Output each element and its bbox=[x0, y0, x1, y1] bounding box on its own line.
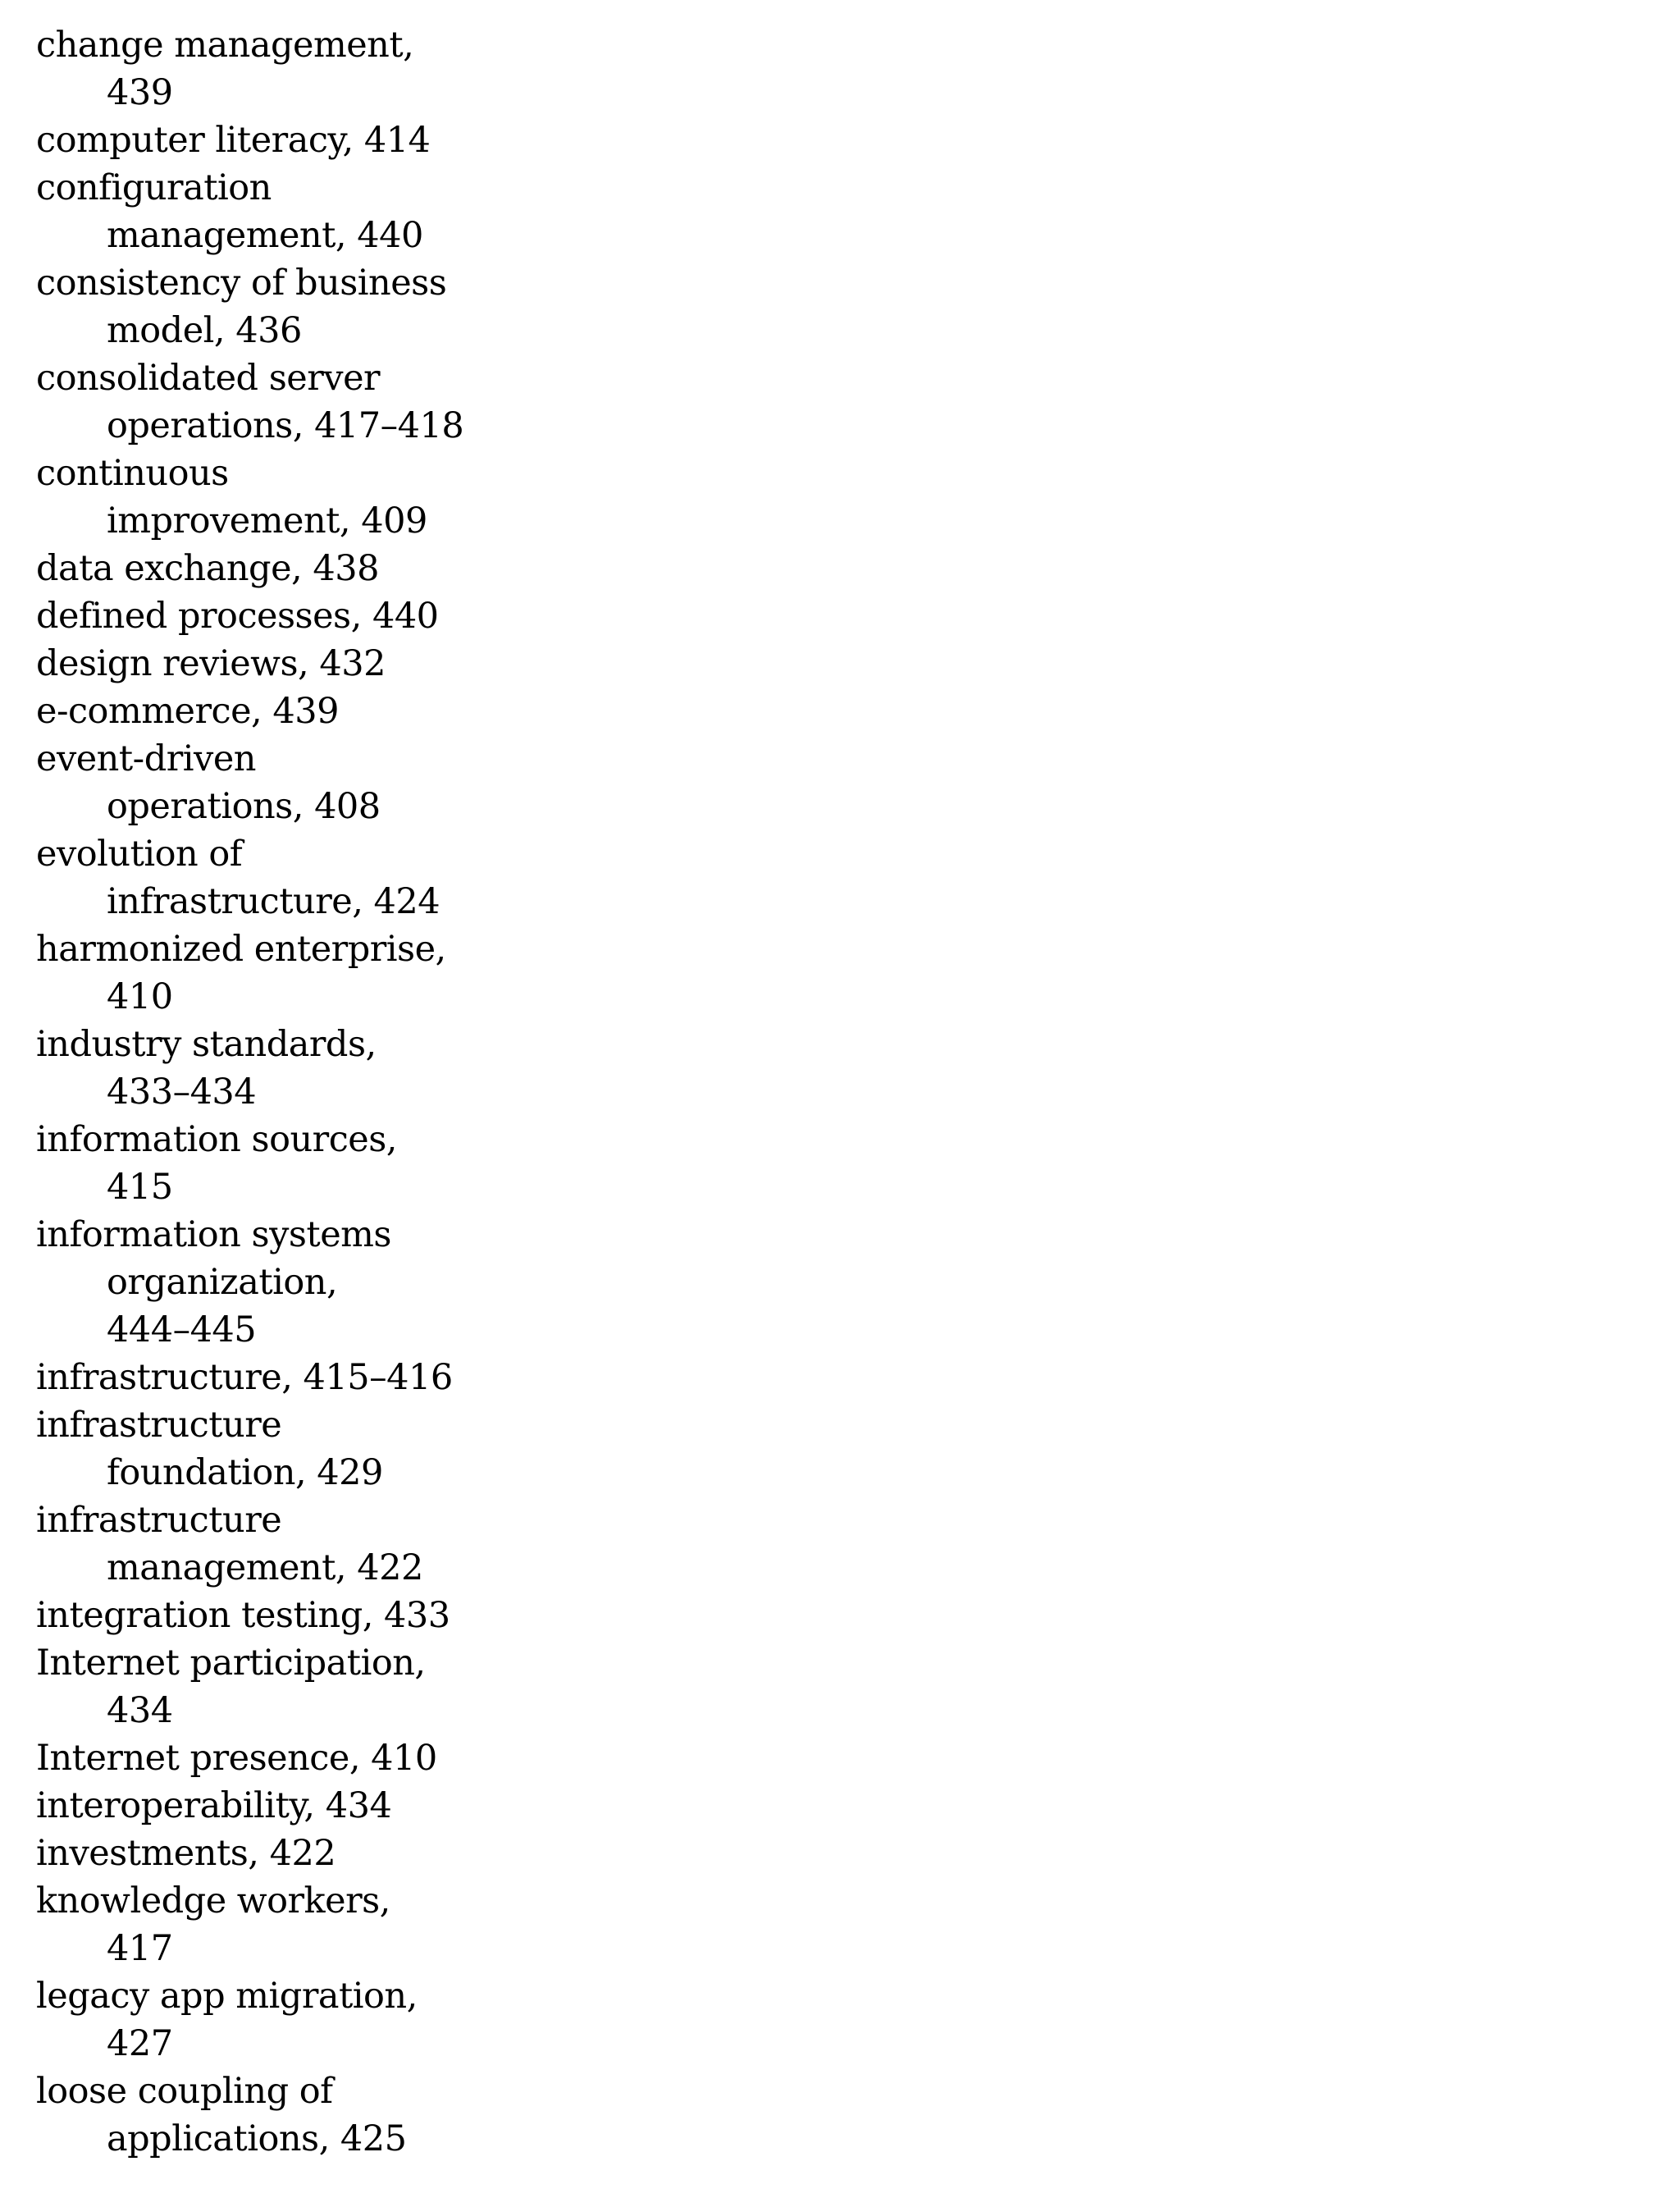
index-entry bbox=[36, 1021, 856, 1116]
index-continuation: operations, 408 bbox=[107, 786, 381, 827]
index-continuation: 433–434 bbox=[107, 1072, 257, 1113]
index-continuation: organization, bbox=[107, 1262, 338, 1303]
index-term: interoperability, 434 bbox=[36, 1785, 392, 1826]
index-term: harmonized enterprise, bbox=[36, 929, 446, 970]
index-term: investments, 422 bbox=[36, 1833, 336, 1874]
index-entry bbox=[36, 688, 856, 735]
index-entry bbox=[36, 450, 856, 545]
index-term: data exchange, 438 bbox=[36, 548, 379, 589]
index-continuation: model, 436 bbox=[107, 310, 302, 351]
index-term: e-commerce, 439 bbox=[36, 691, 339, 732]
index-entry bbox=[36, 1592, 856, 1639]
index-term: computer literacy, 414 bbox=[36, 120, 431, 161]
index-entry bbox=[36, 1734, 856, 1782]
index-term: infrastructure bbox=[36, 1500, 282, 1541]
index-entry bbox=[36, 1639, 856, 1734]
index-entry bbox=[36, 164, 856, 259]
index-term: configuration bbox=[36, 167, 272, 208]
index-entry bbox=[36, 735, 856, 830]
index-continuation: 415 bbox=[107, 1167, 173, 1208]
index-entry bbox=[36, 1496, 856, 1592]
index-entry bbox=[36, 2068, 856, 2163]
index-term: infrastructure, 415–416 bbox=[36, 1357, 453, 1398]
index-term: design reviews, 432 bbox=[36, 643, 386, 684]
index-continuation: 427 bbox=[107, 2023, 173, 2064]
index-entry bbox=[36, 354, 856, 450]
index-term: continuous bbox=[36, 453, 229, 494]
index-entry bbox=[36, 21, 856, 117]
index-term: event-driven bbox=[36, 738, 256, 779]
index-term: loose coupling of bbox=[36, 2071, 333, 2112]
index-continuation: management, 440 bbox=[107, 215, 423, 256]
index-entry bbox=[36, 1877, 856, 1972]
index-term: industry standards, bbox=[36, 1024, 377, 1065]
index-continuation: improvement, 409 bbox=[107, 500, 427, 541]
index-entry bbox=[36, 925, 856, 1021]
index-entry bbox=[36, 592, 856, 640]
index-entry bbox=[36, 545, 856, 592]
index-term: evolution of bbox=[36, 834, 243, 875]
index-continuation: applications, 425 bbox=[107, 2118, 407, 2159]
index-continuation: 439 bbox=[107, 72, 173, 113]
index-entry bbox=[36, 1401, 856, 1496]
index-term: Internet participation, bbox=[36, 1643, 426, 1684]
index-term: defined processes, 440 bbox=[36, 596, 439, 637]
index-continuation: foundation, 429 bbox=[107, 1452, 383, 1493]
index-term: consolidated server bbox=[36, 358, 381, 399]
index-entry bbox=[36, 830, 856, 925]
index-entry bbox=[36, 1782, 856, 1830]
index-continuation: 417 bbox=[107, 1928, 173, 1969]
index-term: infrastructure bbox=[36, 1405, 282, 1446]
index-continuation: management, 422 bbox=[107, 1547, 423, 1588]
index-entry bbox=[36, 1972, 856, 2068]
index-term: legacy app migration, bbox=[36, 1976, 418, 2017]
index-term: consistency of business bbox=[36, 263, 447, 304]
index-entry bbox=[36, 117, 856, 164]
index-entry bbox=[36, 259, 856, 354]
index-continuation: operations, 417–418 bbox=[107, 405, 464, 446]
index-term: information systems bbox=[36, 1214, 391, 1255]
index-entry bbox=[36, 1211, 856, 1354]
index-continuation: infrastructure, 424 bbox=[107, 881, 441, 922]
index-entry bbox=[36, 640, 856, 688]
index-entry bbox=[36, 1830, 856, 1877]
index-term: information sources, bbox=[36, 1119, 397, 1160]
index-column bbox=[36, 21, 856, 2163]
index-continuation: 434 bbox=[107, 1690, 173, 1731]
index-continuation: 444–445 bbox=[107, 1309, 257, 1350]
index-term: change management, bbox=[36, 25, 414, 66]
index-entry bbox=[36, 1354, 856, 1401]
index-entry bbox=[36, 1116, 856, 1211]
index-term: integration testing, 433 bbox=[36, 1595, 450, 1636]
index-term: knowledge workers, bbox=[36, 1880, 390, 1921]
index-continuation: 410 bbox=[107, 976, 173, 1017]
index-term: Internet presence, 410 bbox=[36, 1738, 437, 1779]
